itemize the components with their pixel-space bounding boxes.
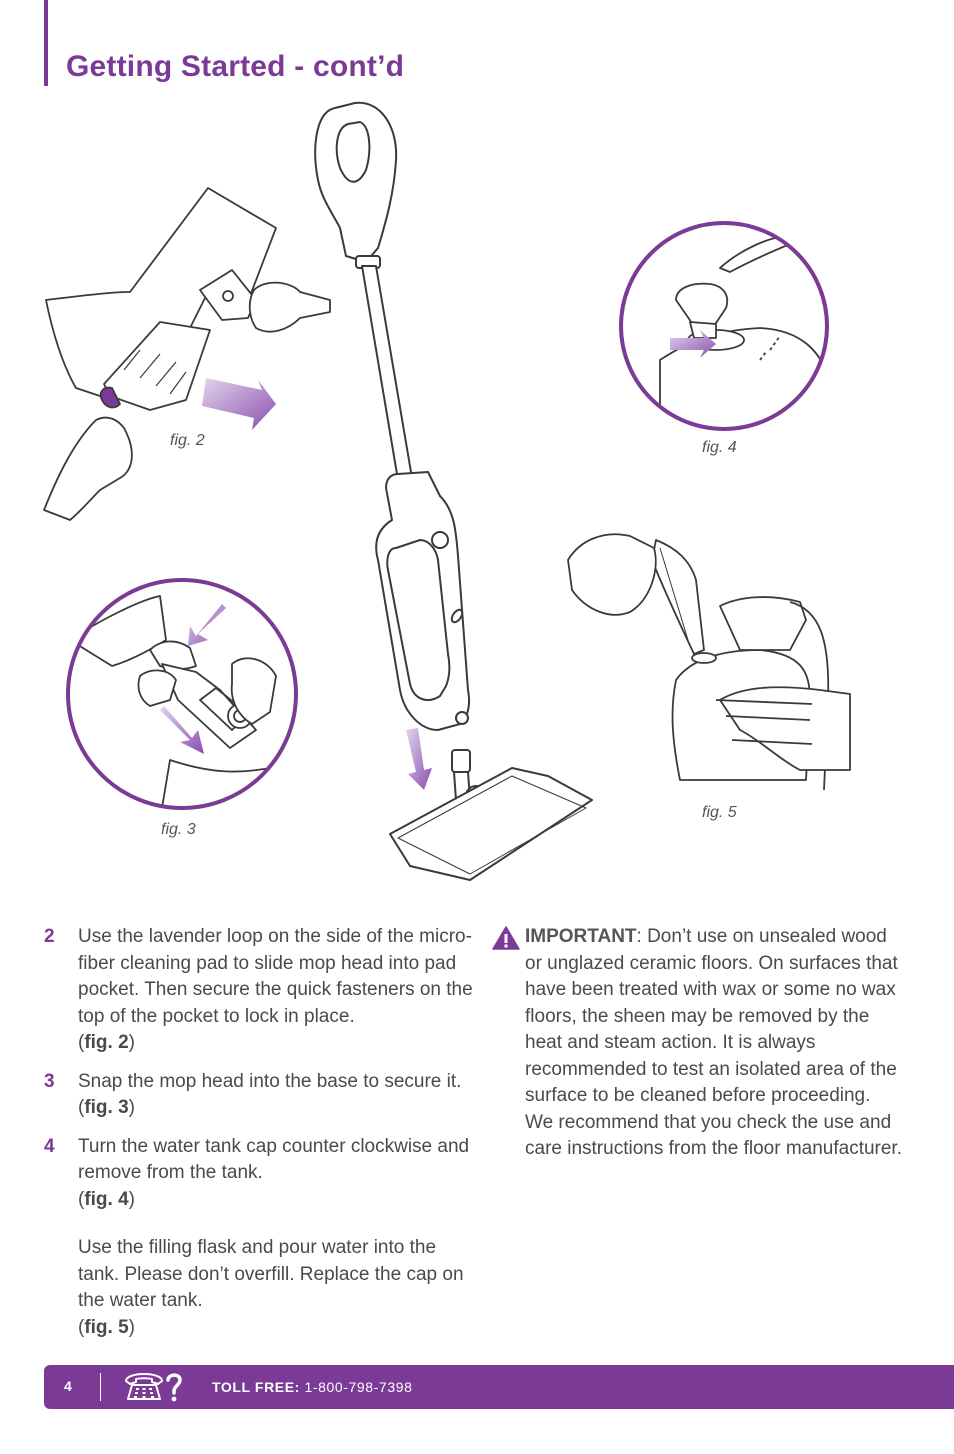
important-notice — [492, 924, 902, 1163]
important-text: : Don’t use on unsealed wood or unglazed ceramic floors. On surfaces that have been treated with wax or some no wax floors, the sheen may be removed by the heat and steam action. It is always recommended to test an isolated area of the surface to be cleaned before proceeding. We recommend that you check the use and care instructions from the floor manufacturer. — [525, 926, 902, 1159]
fig5-caption: fig. 5 — [702, 804, 737, 821]
fig5-illustration — [568, 534, 850, 790]
paragraph-text: Use the filling flask and pour water into the tank. Please don’t overfill. Replace the cap on the water tank. — [78, 1237, 464, 1311]
footer-bar — [44, 1365, 954, 1409]
mop-arrow — [406, 728, 432, 790]
important-label: IMPORTANT — [525, 926, 637, 947]
step-2: 2 Use the lavender loop on the side of the micro-fiber cleaning pad to slide mop head into pad pocket. Then secure the quick fasteners on the top of the pocket to lock in place. (fig. 2) — [44, 924, 474, 1057]
fig3-caption: fig. 3 — [161, 821, 196, 838]
illustration — [0, 96, 954, 896]
step-text: Turn the water tank cap counter clockwise and remove from the tank. — [78, 1135, 470, 1183]
warning-icon — [492, 926, 520, 950]
toll-free-number: 1-800-798-7398 — [304, 1379, 413, 1395]
fig3-illustration — [68, 580, 300, 820]
step-number: 2 — [44, 926, 55, 947]
phone-question-icon — [122, 1371, 202, 1403]
page-number: 4 — [64, 1378, 72, 1394]
fig4-illustration — [621, 223, 830, 430]
steam-mop-illustration — [315, 103, 592, 880]
fig2-illustration — [44, 188, 330, 520]
step-3: 3 Snap the mop head into the base to secure it. (fig. 3) — [44, 1069, 474, 1122]
fig2-caption: fig. 2 — [170, 432, 205, 449]
fig-ref: fig. 3 — [84, 1097, 129, 1118]
fig4-caption: fig. 4 — [702, 439, 737, 456]
step-text: Snap the mop head into the base to secure it. — [78, 1070, 462, 1092]
fig-ref: fig. 2 — [84, 1032, 129, 1053]
step-text: Use the lavender loop on the side of the micro-fiber cleaning pad to slide mop head into pad pocket. Then secure the quick fasteners on the top of the pocket to lock in place. — [78, 926, 473, 1027]
fig2-arrow — [202, 378, 276, 430]
footer-divider — [100, 1373, 101, 1401]
fig-ref: fig. 5 — [84, 1316, 129, 1338]
filling-paragraph: Use the filling flask and pour water into the tank. Please don’t overfill. Replace the cap on the water tank. (fig. 5) — [78, 1237, 464, 1338]
instructions-column — [44, 924, 474, 1341]
toll-free-label: TOLL FREE: — [212, 1379, 300, 1395]
step-number: 3 — [44, 1070, 55, 1092]
title-accent-bar — [44, 0, 48, 86]
step-4: 4 Turn the water tank cap counter clockwise and remove from the tank. (fig. 4) — [44, 1134, 474, 1214]
step-number: 4 — [44, 1135, 55, 1157]
page-title: Getting Started - cont’d — [66, 50, 405, 83]
fig-ref: fig. 4 — [84, 1188, 129, 1210]
